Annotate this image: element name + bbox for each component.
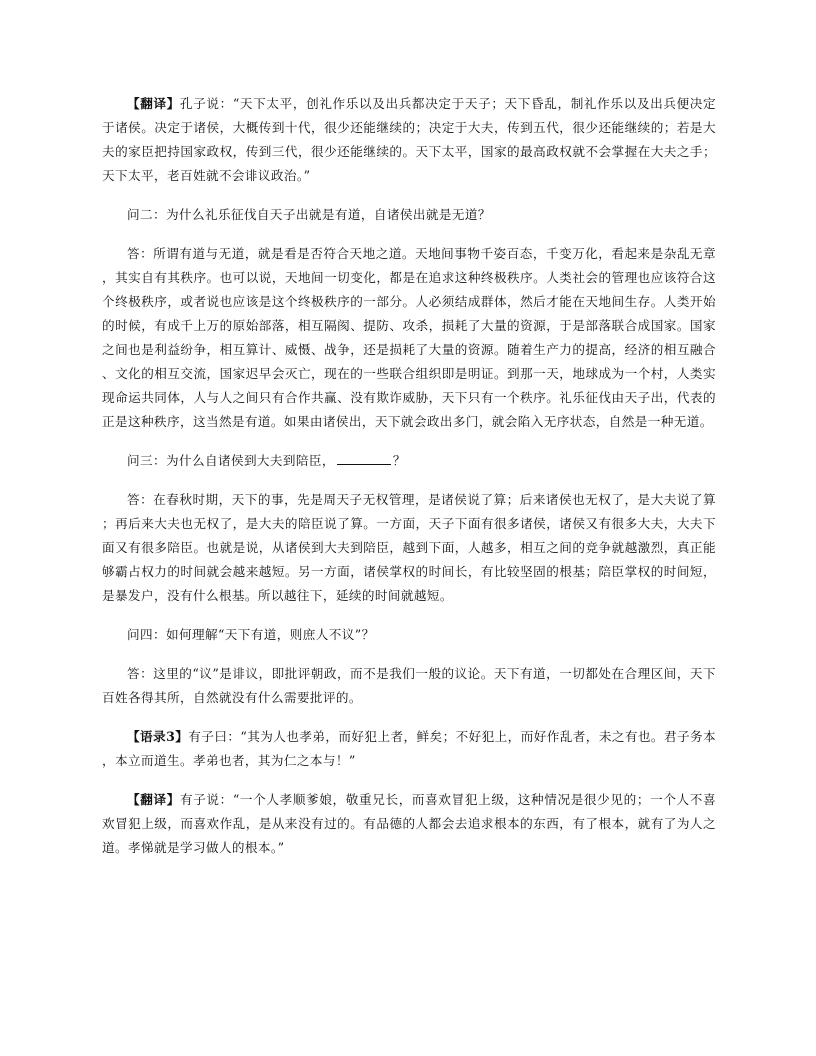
fill-in-blank xyxy=(337,452,391,465)
question-three xyxy=(102,449,716,473)
answer-two: 答：所谓有道与无道，就是看是否符合天地之道。天地间事物千姿百态，千变万化，看起来是杂乱无章，其实自有其秩序。也可以说，天地间一切变化，都是在追求这种终极秩序。人类社会的管理也应该符合这个终极秩序，或者说也应该是这个终极秩序的一部分。人必须结成群体，然后才能在天地间生存。人类开始的时候，有成千上万的原始部落，相互隔阂、提防、攻杀，损耗了大量的资源，于是部落联合成国家。国家之间也是利益纷争，相互算计、威慑、战争，还是损耗了大量的资源。随着生产力的提高，经济的相互融合、文化的相互交流，国家迟早会灭亡，现在的一些联合组织即是明证。到那一天，地球成为一个村，人类实现命运共同体，人与人之间只有合作共赢、没有欺诈威胁，天下只有一个秩序。礼乐征伐由天子出，代表的正是这种秩序，这当然是有道。如果由诸侯出，天下就会政出多门，就会陷入无序状态，自然是一种无道。 xyxy=(102,246,716,429)
translation-paragraph-2 xyxy=(102,788,716,860)
question-two: 问二：为什么礼乐征伐自天子出就是有道，自诸侯出就是无道？ xyxy=(127,207,491,222)
quotation-tag: 【语录3】 xyxy=(127,729,189,744)
question-four: 问四：如何理解“天下有道，则庶人不议”？ xyxy=(127,627,375,642)
quotation-text: 有子曰：“其为人也孝弟，而好犯上者，鲜矣；不好犯上，而好作乱者，未之有也。君子务本，本立而道生。孝弟也者，其为仁之本与！” xyxy=(102,729,716,768)
translation-paragraph-1 xyxy=(102,92,716,188)
question-three-end: ？ xyxy=(392,453,406,468)
quotation-paragraph-3 xyxy=(102,725,716,773)
answer-three: 答：在春秋时期，天下的事，先是周天子无权管理，是诸侯说了算；后来诸侯也无权了，是大夫说了算；再后来大夫也无权了，是大夫的陪臣说了算。一方面，天子下面有很多诸侯，诸侯又有很多大夫，大夫下面又有很多陪臣。也就是说，从诸侯到大夫到陪臣，越到下面，人越多，相互之间的竞争就越激烈，真正能够霸占权力的时间就会越来越短。另一方面，诸侯掌权的时间长，有比较坚固的根基；陪臣掌权的时间短，是暴发户，没有什么根基。所以越往下，延续的时间就越短。 xyxy=(102,492,716,603)
translation-tag: 【翻译】 xyxy=(127,96,180,111)
question-three-text: 问三：为什么自诸侯到大夫到陪臣， xyxy=(127,453,335,468)
translation-tag-2: 【翻译】 xyxy=(127,792,180,807)
translation-text: 孔子说：“天下太平，创礼作乐以及出兵都决定于天子；天下昏乱，制礼作乐以及出兵便决定于诸侯。决定于诸侯，大概传到十代，很少还能继续的；决定于大夫，传到五代，很少还能继续的；若是大夫的家臣把持国家政权，传到三代，很少还能继续的。天下太平，国家的最高政权就不会掌握在大夫之手；天下太平，老百姓就不会诽议政治。” xyxy=(102,96,717,183)
answer-four: 答：这里的“议”是诽议，即批评朝政，而不是我们一般的议论。天下有道，一切都处在合理区间，天下百姓各得其所，自然就没有什么需要批评的。 xyxy=(102,666,716,705)
translation-text-2: 有子说：“一个人孝顺爹娘，敬重兄长，而喜欢冒犯上级，这种情况是很少见的；一个人不喜欢冒犯上级，而喜欢作乱，是从来没有过的。有品德的人都会去追求根本的东西，有了根本，就有了为人之道。孝悌就是学习做人的根本。” xyxy=(102,792,717,855)
document-body xyxy=(102,92,716,860)
